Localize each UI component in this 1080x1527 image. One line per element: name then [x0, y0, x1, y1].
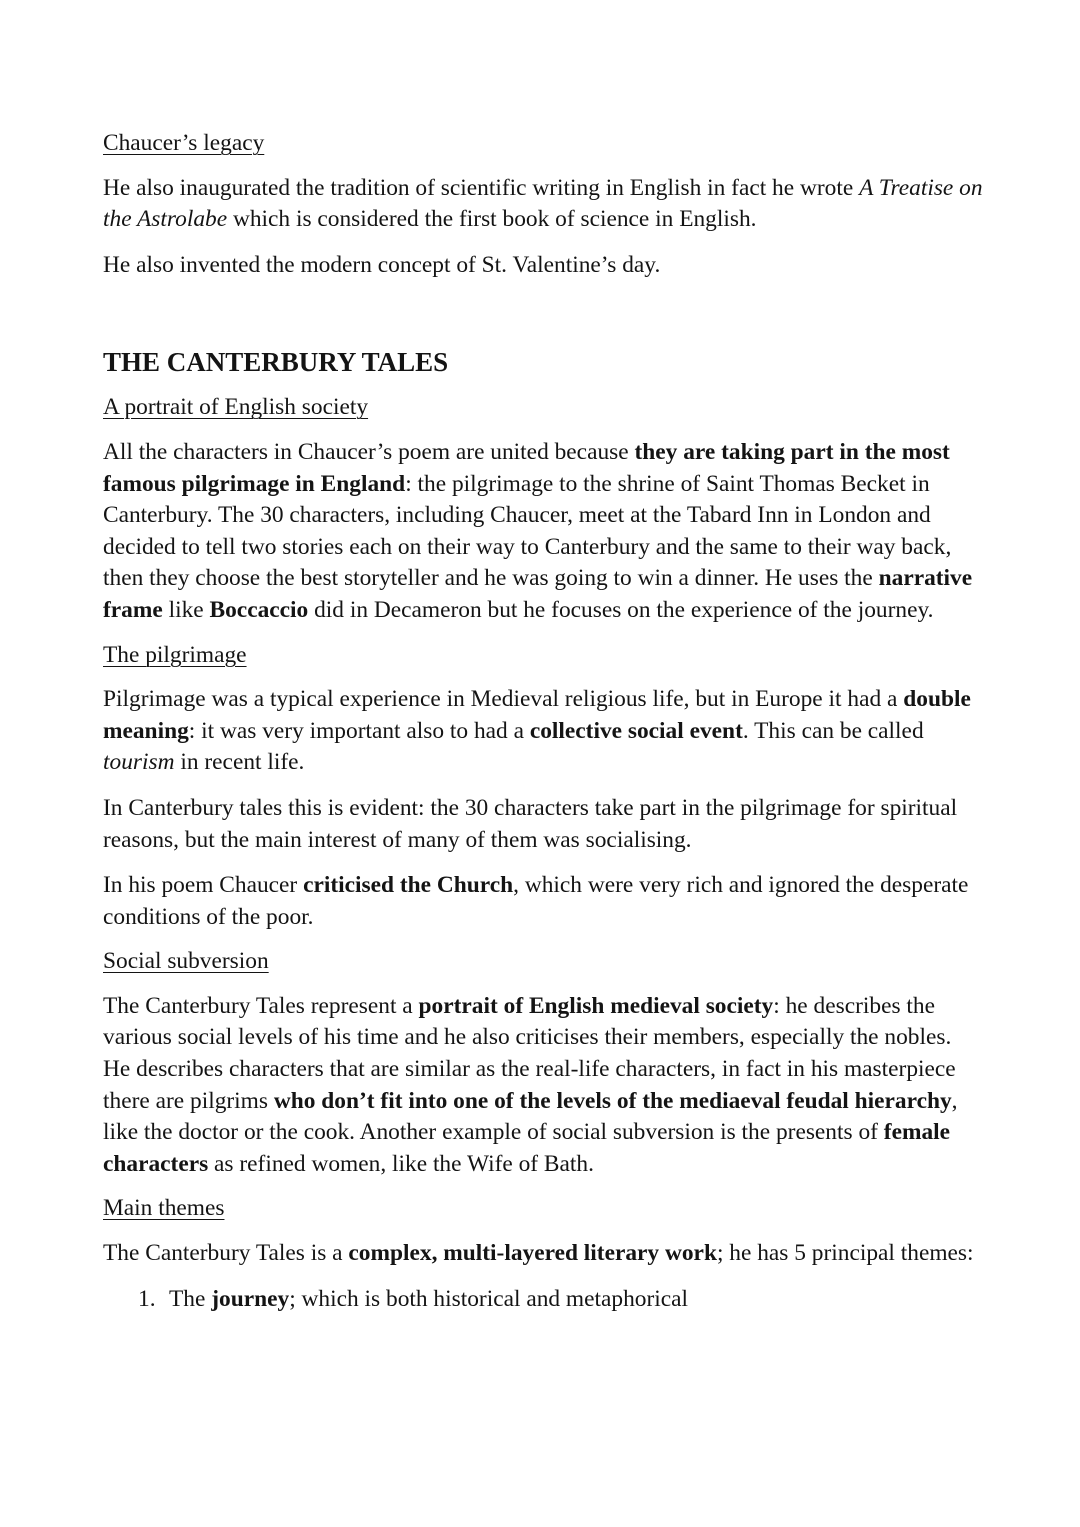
themes-list [103, 1284, 983, 1316]
book-title-astrolabe: A Treatise on the Astrolabe [103, 174, 983, 233]
section-heading-pilgrimage: The pilgrimage [103, 641, 247, 668]
section-heading-portrait: A portrait of English society [103, 394, 369, 421]
paragraph-pilgrimage-evident: In Canterbury tales this is evident: the 30 characters take part in the pilgrimage for spiritual reasons, but the main interest of many of them was socialising. [103, 794, 958, 853]
paragraph-subversion: The Canterbury Tales represent a portrait of English medieval society: he describes the various social levels of his time and he also criticises their members, especially the nobles. He describes characters that are similar as the real-life characters, in fact in his masterpiece there are pilgrims who don’t fit into one of the levels of the mediaeval feudal hierarchy, like the doctor or the cook. Another example of social subversion is the presents of female characters as refined women, like the Wife of Bath. [103, 992, 958, 1177]
paragraph-themes: The Canterbury Tales is a complex, multi-layered literary work; he has 5 principal themes: [103, 1240, 974, 1267]
paragraph-pilgrimage-meaning: Pilgrimage was a typical experience in Medieval religious life, but in Europe it had a double meaning: it was very important also to had a collective social event. This can be called tourism in recent life. [103, 686, 971, 776]
document-page [103, 128, 983, 1315]
section-heading-subversion: Social subversion [103, 948, 269, 975]
section-heading-legacy: Chaucer’s legacy [103, 130, 265, 156]
paragraph-legacy-valentine: He also invented the modern concept of St. Valentine’s day. [103, 251, 661, 278]
list-item-number: 1. [138, 1285, 156, 1312]
page-title: THE CANTERBURY TALES [103, 347, 449, 378]
list-item: 1. The journey; which is both historical and metaphorical [138, 1284, 983, 1316]
paragraph-portrait: All the characters in Chaucer’s poem are united because they are taking part in the most famous pilgrimage in England: the pilgrimage to the shrine of Saint Thomas Becket in Canterbury. The 30 characters, including Chaucer, meet at the Tabard Inn in London and decided to tell two stories each on their way to Canterbury and the same to their way back, then they choose the best storyteller and he was going to win a dinner. He uses the narrative frame like Boccaccio did in Decameron but he focuses on the experience of the journey. [103, 438, 973, 623]
paragraph-pilgrimage-church: In his poem Chaucer criticised the Church, which were very rich and ignored the desperate conditions of the poor. [103, 872, 969, 930]
section-heading-themes: Main themes [103, 1195, 225, 1222]
paragraph-legacy-astrolabe: He also inaugurated the tradition of scientific writing in English in fact he wrote A Treatise on the Astrolabe which is considered the first book of science in English. [103, 174, 983, 233]
